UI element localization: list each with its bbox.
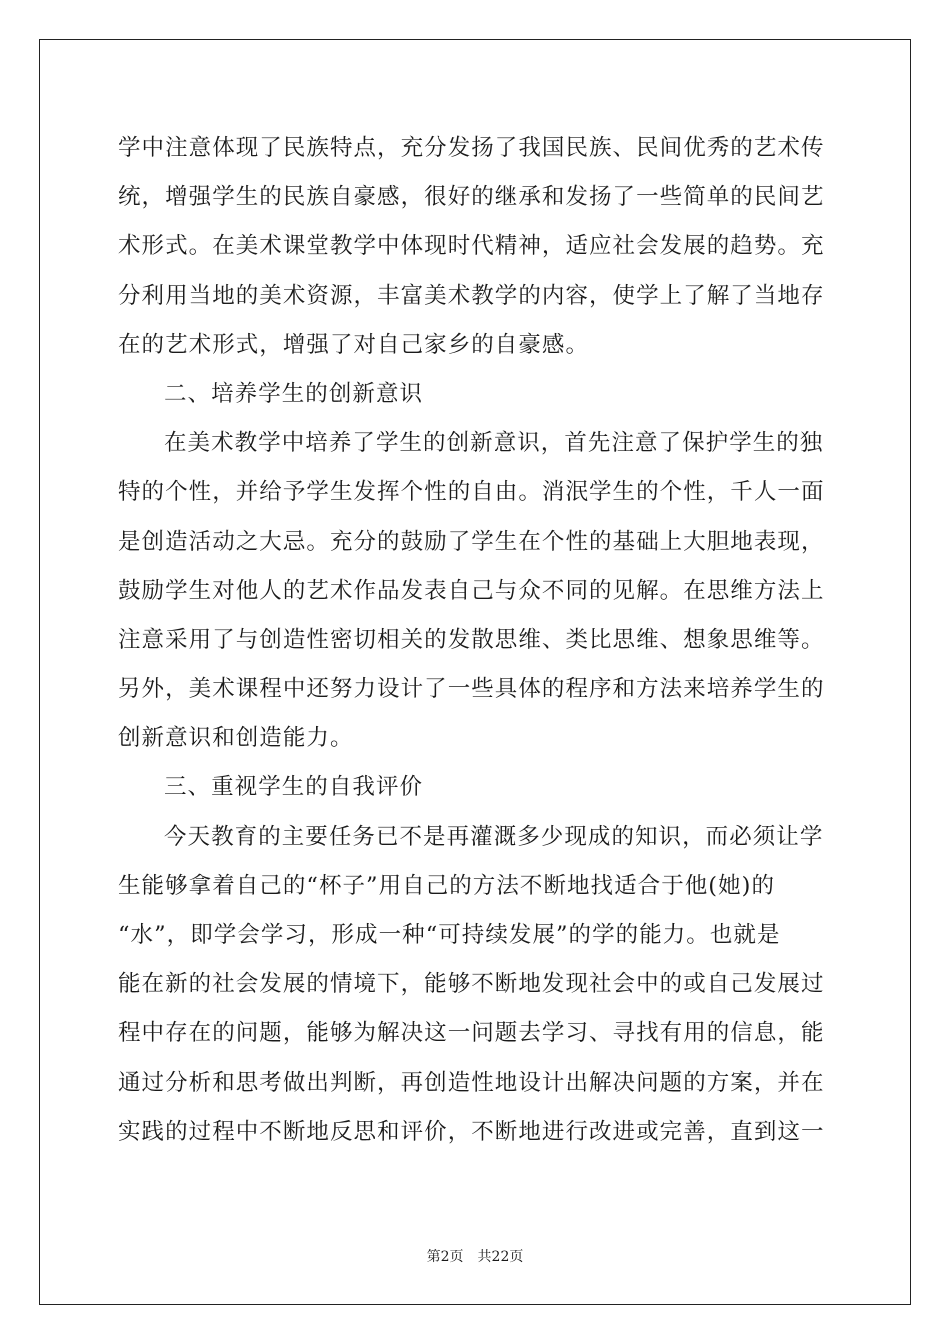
section-heading: 三、重视学生的自我评价 xyxy=(164,774,424,801)
page-number-footer: 第2页 共22页 xyxy=(426,1249,524,1265)
text-line: 统，增强学生的民族自豪感，很好的继承和发扬了一些简单的民间艺 xyxy=(118,184,825,211)
text-line: 鼓励学生对他人的艺术作品发表自己与众不同的见解。在思维方法上 xyxy=(118,577,825,604)
document-body xyxy=(118,124,838,1157)
text-line: 能在新的社会发展的情境下，能够不断地发现社会中的或自己发展过 xyxy=(118,971,825,998)
text-line: “水”，即学会学习，形成一种“可持续发展”的学的能力。也就是 xyxy=(118,922,781,948)
text-line: 程中存在的问题，能够为解决这一问题去学习、寻找有用的信息，能 xyxy=(118,1020,825,1047)
paragraph-first-line: 在美术教学中培养了学生的创新意识，首先注意了保护学生的独 xyxy=(164,430,824,457)
text-line: 在的艺术形式，增强了对自己家乡的自豪感。 xyxy=(118,331,590,358)
text-line: 分利用当地的美术资源，丰富美术教学的内容，使学上了解了当地存 xyxy=(118,282,825,309)
text-line: 生能够拿着自己的“杯子”用自己的方法不断地找适合于他(她)的 xyxy=(118,872,776,899)
text-line: 特的个性，并给予学生发挥个性的自由。消泯学生的个性，千人一面 xyxy=(118,479,825,506)
text-line: 通过分析和思考做出判断，再创造性地设计出解决问题的方案，并在 xyxy=(118,1069,825,1096)
text-line: 实践的过程中不断地反思和评价，不断地进行改进或完善，直到这一 xyxy=(118,1118,825,1145)
section-heading: 二、培养学生的创新意识 xyxy=(164,380,424,407)
text-line: 创新意识和创造能力。 xyxy=(118,725,354,752)
text-line: 术形式。在美术课堂教学中体现时代精神，适应社会发展的趋势。充 xyxy=(118,233,825,260)
paragraph-first-line: 今天教育的主要任务已不是再灌溉多少现成的知识，而必须让学 xyxy=(164,823,824,850)
text-line: 注意采用了与创造性密切相关的发散思维、类比思维、想象思维等。 xyxy=(118,626,825,653)
text-line: 学中注意体现了民族特点，充分发扬了我国民族、民间优秀的艺术传 xyxy=(118,135,825,161)
text-line: 是创造活动之大忌。充分的鼓励了学生在个性的基础上大胆地表现， xyxy=(118,528,825,555)
text-line: 另外，美术课程中还努力设计了一些具体的程序和方法来培养学生的 xyxy=(118,676,825,703)
